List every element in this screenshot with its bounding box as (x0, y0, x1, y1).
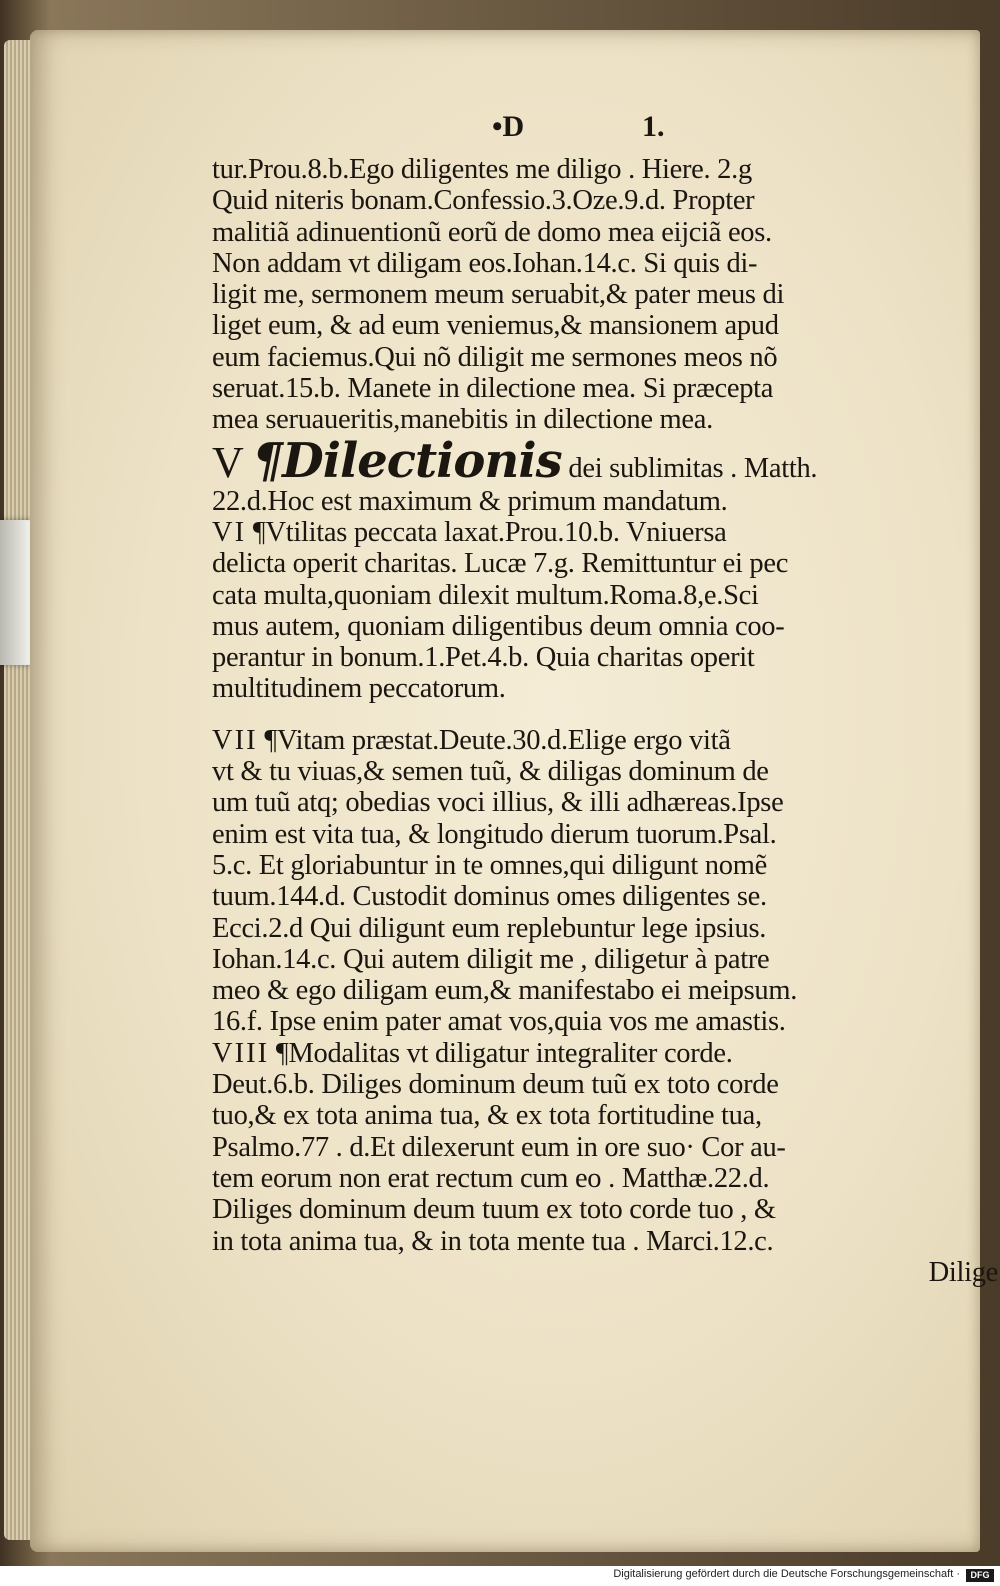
section-viii-first-line (212, 1038, 998, 1069)
section-text: ¶Vtilitas peccata laxat.Prou.10.b. Vniuersa (252, 516, 727, 548)
section-text: ¶Modalitas vt diligatur integraliter corde. (275, 1037, 733, 1069)
funding-credit: Digitalisierung gefördert durch die Deutsche Forschungsgemeinschaft · (613, 1568, 960, 1580)
text-line: vt & tu viuas,& semen tuũ, & diligas dominum de (212, 756, 769, 788)
text-line: cata multa,quoniam dilexit multum.Roma.8,e.Sci (212, 579, 759, 611)
section-numeral: V (212, 437, 246, 486)
text-line: Iohan.14.c. Qui autem diligit me , diligetur à patre (212, 943, 770, 975)
text-line: Deut.6.b. Diliges dominum deum tuũ ex toto corde (212, 1069, 779, 1101)
text-line: Psalmo.77 . d.Et dilexerunt eum in ore suo· Cor au- (212, 1131, 786, 1163)
text-line: mea seruaueritis,manebitis in dilectione mea. (212, 404, 713, 436)
text-line: multitudinem peccatorum. (212, 673, 506, 705)
text-line: in tota anima tua, & in tota mente tua . Marci.12.c. (212, 1225, 774, 1257)
text-line: 16.f. Ipse enim pater amat vos,quia vos me amastis. (212, 1006, 786, 1038)
section-vi-first-line (212, 517, 998, 548)
footer-bar (0, 1566, 1000, 1586)
text-line: mus autem, quoniam diligentibus deum omnia coo- (212, 610, 785, 642)
page-header (212, 106, 998, 154)
text-block (212, 106, 998, 1288)
section-text: ¶Vitam præstat.Deute.30.d.Elige ergo vitã (264, 724, 731, 756)
folio-number: 1. (642, 110, 665, 143)
section-numeral: VIII (212, 1037, 270, 1069)
text-line: 22.d.Hoc est maximum & primum mandatum. (212, 485, 728, 517)
text-line: malitiã adinuentionũ eorũ de domo mea eijciã eos. (212, 216, 772, 248)
text-line: seruat.15.b. Manete in dilectione mea. Si præcepta (212, 373, 774, 405)
dfg-logo-icon: DFG (966, 1569, 994, 1582)
text-line: Non addam vt diligam eos.Iohan.14.c. Si quis di- (212, 247, 758, 279)
text-line: tem eorum non erat rectum cum eo . Matthæ.22.d. (212, 1162, 770, 1194)
catchword: Dilige (928, 1256, 998, 1288)
text-line: tuo,& ex tota anima tua, & ex tota fortitudine tua, (212, 1100, 762, 1132)
text-line: Quid niteris bonam.Confessio.3.Oze.9.d. Propter (212, 185, 755, 217)
text-line: tuum.144.d. Custodit dominus omes diligentes se. (212, 881, 767, 913)
section-numeral: VI (212, 516, 247, 548)
section-numeral: VII (212, 724, 258, 756)
text-line: Ecci.2.d Qui diligunt eum replebuntur lege ipsius. (212, 912, 767, 944)
section-vii-first-line (212, 725, 998, 756)
book-page (30, 30, 998, 1552)
text-line: ligit me, sermonem meum seruabit,& pater meus di (212, 279, 785, 311)
text-line: eum faciemus.Qui nõ diligit me sermones meos nõ (212, 341, 778, 373)
text-line: um tuũ atq; obedias voci illius, & illi adhæreas.Ipse (212, 787, 784, 819)
text-line: Diliges dominum deum tuum ex toto corde tuo , & (212, 1194, 776, 1226)
text-line: delicta operit charitas. Lucæ 7.g. Remittuntur ei pec (212, 548, 789, 580)
text-line: liget eum, & ad eum veniemus,& mansionem apud (212, 310, 779, 342)
section-v-heading (212, 436, 998, 486)
section-heading-rest: dei sublimitas . Matth. (568, 452, 818, 484)
text-line: meo & ego diligam eum,& manifestabo ei meipsum. (212, 975, 798, 1007)
text-line: 5.c. Et gloriabuntur in te omnes,qui diligunt nomẽ (212, 849, 767, 881)
text-line: enim est vita tua, & longitudo dierum tuorum.Psal. (212, 818, 777, 850)
section-title: ¶Dilectionis (252, 435, 562, 486)
signature-mark: •D (492, 110, 525, 143)
text-line: perantur in bonum.1.Pet.4.b. Quia charitas operit (212, 642, 755, 674)
text-line: tur.Prou.8.b.Ego diligentes me diligo . Hiere. 2.g (212, 154, 752, 185)
